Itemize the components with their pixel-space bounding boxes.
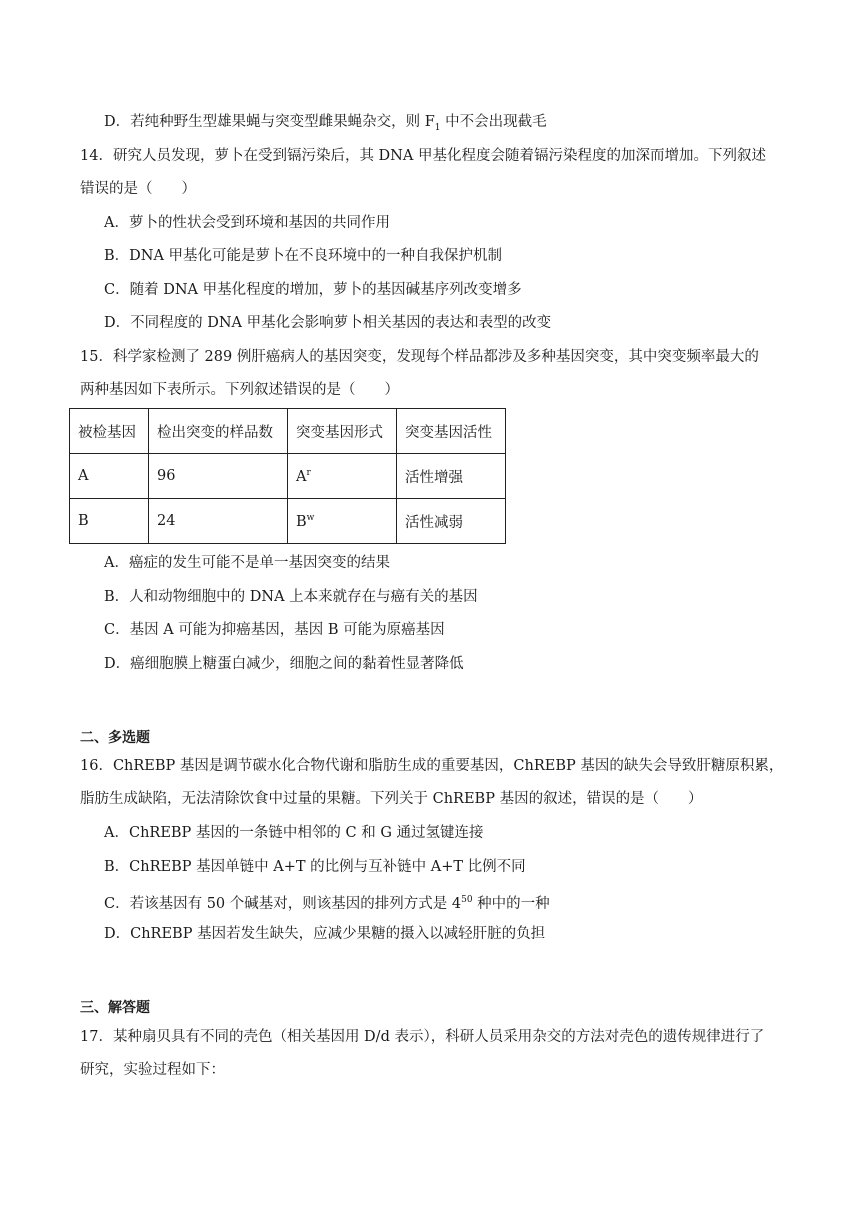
q17-stem-line2: 研究，实验过程如下：	[80, 1062, 225, 1078]
q14-option-a: A．萝卜的性状会受到环境和基因的共同作用	[104, 215, 390, 231]
q17-stem-line1: 17．某种扇贝具有不同的壳色（相关基因用 D/d 表示），科研人员采用杂交的方法对壳色的遗传规律进行了	[80, 1029, 765, 1045]
table-header-cell: 突变基因形式	[288, 409, 397, 454]
table-header-row	[70, 409, 506, 454]
table-cell-activity: 活性减弱	[397, 499, 506, 544]
q15-option-b: B．人和动物细胞中的 DNA 上本来就存在与癌有关的基因	[104, 589, 478, 605]
table-header-cell: 被检基因	[70, 409, 149, 454]
q14-option-b: B．DNA 甲基化可能是萝卜在不良环境中的一种自我保护机制	[104, 248, 503, 264]
q16-stem-line1: 16．ChREBP 基因是调节碳水化合物代谢和脂肪生成的重要基因，ChREBP 基因的缺失会导致肝糖原积累，	[80, 758, 784, 774]
section-title-answer: 三、解答题	[80, 1000, 150, 1016]
q16-stem-line2: 脂肪生成缺陷，无法清除饮食中过量的果糖。下列关于 ChREBP 基因的叙述，错误的是（ ）	[80, 791, 703, 807]
q15-stem-line1: 15．科学家检测了 289 例肝癌病人的基因突变，发现每个样品都涉及多种基因突变，其中突变频率最大的	[80, 349, 759, 365]
table-header-cell: 突变基因活性	[397, 409, 506, 454]
q15-option-a: A．癌症的发生可能不是单一基因突变的结果	[104, 555, 390, 571]
q14-option-d: D．不同程度的 DNA 甲基化会影响萝卜相关基因的表达和表型的改变	[104, 315, 552, 331]
table-cell-gene: B	[70, 499, 149, 544]
table-header-cell: 检出突变的样品数	[149, 409, 288, 454]
gene-mutation-table	[69, 408, 506, 544]
q16-option-c: C．若该基因有 50 个碱基对，则该基因的排列方式是 $4^{50}$ 种中的一种	[104, 895, 550, 912]
q14-stem-line1: 14．研究人员发现，萝卜在受到镉污染后，其 DNA 甲基化程度会随着镉污染程度的加深而增加。下列叙述	[80, 148, 766, 164]
table-cell-form: $B^w$	[288, 499, 397, 544]
table-cell-gene: A	[70, 454, 149, 499]
table-cell-activity: 活性增强	[397, 454, 506, 499]
q14-option-c: C．随着 DNA 甲基化程度的增加，萝卜的基因碱基序列改变增多	[104, 282, 522, 298]
q16-option-d: D．ChREBP 基因若发生缺失，应减少果糖的摄入以减轻肝脏的负担	[104, 926, 546, 942]
table-cell-form: $A^r$	[288, 454, 397, 499]
q16-option-a: A．ChREBP 基因的一条链中相邻的 C 和 G 通过氢键连接	[104, 825, 484, 841]
q15-stem-line2: 两种基因如下表所示。下列叙述错误的是（ ）	[80, 382, 399, 398]
section-title-multiple-choice: 二、多选题	[80, 730, 150, 746]
table-cell-count: 96	[149, 454, 288, 499]
q14-stem-line2: 错误的是（ ）	[80, 181, 196, 197]
q15-option-d: D．癌细胞膜上糖蛋白减少，细胞之间的黏着性显著降低	[104, 656, 464, 672]
q16-option-b: B．ChREBP 基因单链中 A+T 的比例与互补链中 A+T 比例不同	[104, 859, 526, 875]
table-cell-count: 24	[149, 499, 288, 544]
table-row	[70, 454, 506, 499]
table-row	[70, 499, 506, 544]
q15-option-c: C．基因 A 可能为抑癌基因，基因 B 可能为原癌基因	[104, 622, 445, 638]
q13-option-d: D．若纯种野生型雄果蝇与突变型雌果蝇杂交，则 $F_1$ 中不会出现截毛	[104, 114, 547, 133]
